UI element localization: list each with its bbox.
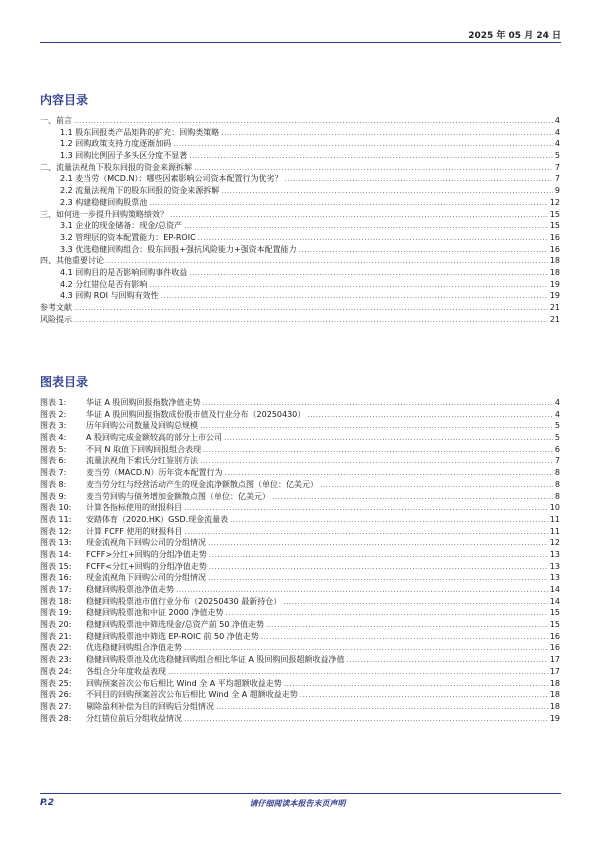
- figure-number: 图表 1:: [40, 398, 67, 407]
- page-ref: 4: [554, 139, 560, 149]
- dot-leader: [208, 538, 548, 550]
- figure-entry[interactable]: [40, 689, 560, 701]
- page-ref: 17: [549, 655, 560, 665]
- page-ref: 6: [554, 444, 560, 454]
- toc-title: 内容目录: [40, 93, 89, 107]
- figure-number: 图表 6:: [40, 456, 67, 466]
- page-ref: 13: [549, 573, 560, 583]
- page-ref: 11: [549, 526, 560, 536]
- figure-label: 麦当劳分红与经营活动产生的现金流净额散点图（单位：亿美元）: [86, 479, 318, 489]
- figure-entry-text: [40, 549, 207, 561]
- toc-entry-label: 2.3 构建稳健回购股票池: [60, 197, 148, 207]
- figure-entry-text: [40, 642, 182, 654]
- toc-entry[interactable]: [40, 185, 560, 197]
- dot-leader: [216, 702, 548, 714]
- figure-label: 稳健回购股票池及优选稳健回购组合相比华证 A 股回购回报超额收益净值: [86, 655, 345, 665]
- figure-entry-text: [40, 689, 298, 701]
- figure-entry[interactable]: [40, 444, 560, 456]
- disclaimer-note: 请仔细阅读本报告末页声明: [249, 799, 346, 808]
- toc-entry[interactable]: [40, 267, 560, 279]
- figure-number: 图表 23:: [40, 655, 72, 665]
- toc-entry-label: 3.1 企业的现金储备：现金/总资产: [60, 221, 182, 231]
- figure-label: 稳健回购股票池市值行业分布（20250430 最新持仓）: [86, 596, 282, 606]
- toc-entry[interactable]: [40, 279, 560, 291]
- figure-entry[interactable]: [40, 642, 560, 654]
- figure-entry-text: [40, 572, 206, 584]
- figure-entry-text: [40, 678, 282, 690]
- figure-entry[interactable]: [40, 666, 560, 678]
- figure-entry-text: [40, 409, 305, 421]
- figure-number: 图表 27:: [40, 701, 72, 711]
- figure-label: 剔除盈利补偿为目的回购后分组情况: [86, 701, 214, 711]
- dot-leader: [149, 198, 548, 210]
- figure-number: 图表 13:: [40, 538, 72, 548]
- toc-entry-label: 风险提示: [40, 314, 72, 324]
- toc-entry[interactable]: [40, 138, 560, 150]
- page-ref: 15: [549, 209, 560, 219]
- figure-number: 图表 9:: [40, 491, 67, 501]
- figure-number: 图表 5:: [40, 444, 67, 454]
- toc-entry[interactable]: [40, 302, 560, 314]
- page-ref: 15: [549, 620, 560, 630]
- header-divider: [40, 42, 561, 43]
- dot-leader: [74, 303, 548, 315]
- dot-leader: [300, 690, 548, 702]
- page-ref: 12: [549, 538, 560, 548]
- page-ref: 12: [549, 197, 560, 207]
- figure-entry-text: [40, 596, 281, 608]
- page-ref: 4: [554, 409, 560, 419]
- figure-entry[interactable]: [40, 572, 560, 584]
- figure-label: 华证 A 股回购回报指数成份股市值及行业分布（20250430）: [86, 409, 306, 419]
- toc-entry[interactable]: [40, 290, 560, 302]
- page-ref: 18: [549, 256, 560, 266]
- dot-leader: [299, 245, 548, 257]
- figure-number: 图表 16:: [40, 573, 72, 583]
- figure-label: 稳健回购股票池净值走势: [86, 585, 174, 594]
- page-number: P.2: [40, 798, 54, 808]
- figure-number: 图表 3:: [40, 421, 67, 431]
- page-ref: 16: [549, 244, 560, 254]
- figure-entry[interactable]: [40, 678, 560, 690]
- page-ref: 5: [554, 421, 560, 431]
- figure-label: 优选稳健回购组合净值走势: [86, 643, 182, 653]
- toc-entry-label: 四、其他重要讨论: [40, 256, 104, 266]
- toc-entry-label: 三、如何进一步提升回购策略绩效？: [40, 209, 168, 219]
- page-ref: 18: [549, 690, 560, 700]
- figure-number: 图表 25:: [40, 678, 72, 688]
- toc-entry[interactable]: [40, 220, 560, 232]
- figure-entry[interactable]: [40, 549, 560, 561]
- toc-entry-label: 二、流量法视角下股东回报的资金来源拆解: [40, 162, 192, 172]
- figure-entry-text: [40, 514, 228, 526]
- figure-entry[interactable]: [40, 701, 560, 713]
- figure-label: 安踏体育（2020.HK）GSD.现金流量表: [86, 514, 229, 524]
- dot-leader: [149, 280, 548, 292]
- figure-label: 华证 A 股回购回报指数净值走势: [86, 398, 201, 407]
- figure-entry-text: [40, 561, 207, 573]
- toc-entry[interactable]: [40, 209, 560, 221]
- toc-entry-label: 1.2 回购政策支持力度逐渐加码: [60, 139, 172, 149]
- figure-label: FCFF>分红+回购的分组净值走势: [86, 549, 207, 559]
- figure-entry[interactable]: [40, 479, 560, 491]
- toc-entry-label: 一、前言: [40, 116, 72, 125]
- dot-leader: [320, 480, 553, 492]
- figure-label: 稳健回购股票池中筛选 EP-ROIC 前 50 净值走势: [86, 631, 259, 641]
- figure-number: 图表 26:: [40, 690, 72, 700]
- figure-label: 麦当劳回购与债务增加金额散点图（单位：亿美元）: [86, 491, 270, 501]
- toc-entry[interactable]: [40, 244, 560, 256]
- dot-leader: [173, 139, 553, 151]
- dot-leader: [184, 503, 548, 515]
- figure-entry-text: [40, 432, 222, 444]
- figure-number: 图表 18:: [40, 596, 72, 606]
- page-ref: 10: [549, 503, 560, 513]
- figure-entry[interactable]: [40, 584, 560, 596]
- figure-entry-text: [40, 713, 182, 725]
- page-ref: 14: [549, 596, 560, 606]
- dot-leader: [272, 492, 553, 504]
- dot-leader: [283, 597, 548, 609]
- figure-entry[interactable]: [40, 432, 560, 444]
- figure-number: 图表 24:: [40, 666, 72, 676]
- figure-entry[interactable]: [40, 561, 560, 573]
- dot-leader: [261, 632, 548, 644]
- page-ref: 7: [554, 456, 560, 466]
- dot-leader: [209, 562, 548, 574]
- figure-number: 图表 11:: [40, 514, 72, 524]
- figure-label: 计算各指标使用的财报科目: [86, 503, 182, 513]
- figures-list: [40, 397, 560, 724]
- page-ref: 13: [549, 549, 560, 559]
- figure-label: 不同目的回购预案首次公布后相比 Wind 全 A 超额收益走势: [86, 690, 298, 700]
- figure-number: 图表 17:: [40, 585, 72, 594]
- page-ref: 18: [549, 267, 560, 277]
- figure-label: 麦当劳（MACD.N）历年资本配置行为: [86, 468, 223, 478]
- figure-entry[interactable]: [40, 491, 560, 503]
- page-ref: 16: [549, 232, 560, 242]
- page-ref: 8: [554, 468, 560, 478]
- page-ref: 16: [549, 631, 560, 641]
- page-ref: 19: [549, 279, 560, 289]
- figure-number: 图表 12:: [40, 526, 72, 536]
- figure-entry[interactable]: [40, 654, 560, 666]
- toc-entry-label: 4.2 分红错位是否有影响: [60, 279, 148, 289]
- toc-entry[interactable]: [40, 255, 560, 267]
- figure-number: 图表 8:: [40, 479, 67, 489]
- figure-number: 图表 14:: [40, 549, 72, 559]
- dot-leader: [184, 527, 547, 539]
- figure-entry-text: [40, 701, 214, 713]
- dot-leader: [225, 608, 547, 620]
- page-ref: 21: [549, 303, 560, 312]
- page-ref: 21: [549, 314, 560, 324]
- dot-leader: [208, 573, 548, 585]
- toc-entry-label: 3.2 管理层的资本配置能力：EP-ROIC: [60, 232, 196, 242]
- page-ref: 17: [549, 666, 560, 676]
- figure-entry-text: [40, 619, 264, 631]
- figure-label: 计算 FCFF 使用的财报科目: [86, 526, 183, 536]
- page-ref: 8: [554, 479, 560, 489]
- dot-leader: [200, 456, 553, 468]
- toc-entry-label: 4.3 回购 ROI 与回购有效性: [60, 291, 159, 301]
- figure-entry-text: [40, 502, 182, 514]
- figure-entry[interactable]: [40, 514, 560, 526]
- dot-leader: [209, 550, 548, 562]
- page-ref: 7: [554, 174, 560, 184]
- page-ref: 4: [554, 127, 560, 137]
- figure-entry[interactable]: [40, 619, 560, 631]
- page-ref: 5: [554, 433, 560, 443]
- dot-leader: [203, 445, 553, 457]
- footer-divider: [40, 793, 561, 794]
- dot-leader: [307, 410, 553, 422]
- figure-entry-text: [40, 397, 201, 409]
- figure-entry[interactable]: [40, 420, 560, 432]
- toc-list: [40, 115, 560, 325]
- figure-label: 流量法视角下索氏分红鉴别方法: [86, 456, 198, 466]
- page-ref: 13: [549, 561, 560, 571]
- figure-entry-text: [40, 666, 166, 678]
- figure-number: 图表 22:: [40, 643, 72, 653]
- page-ref: 7: [554, 162, 560, 172]
- toc-entry[interactable]: [40, 197, 560, 209]
- figure-entry-text: [40, 584, 174, 596]
- figure-label: 现金流视角下回购公司的分组情况: [86, 538, 206, 548]
- figure-entry[interactable]: [40, 596, 560, 608]
- page-ref: 16: [549, 643, 560, 653]
- figure-entry-text: [40, 631, 259, 643]
- toc-entry-label: 2.2 流量法视角下的股东回报的资金来源拆解: [60, 186, 220, 196]
- toc-entry-label: 4.1 回购目的是否影响回购事件收益: [60, 267, 188, 277]
- page-ref: 18: [549, 678, 560, 688]
- page-ref: 8: [554, 491, 560, 501]
- dot-leader: [184, 221, 548, 233]
- page-ref: 4: [554, 398, 560, 407]
- figure-number: 图表 2:: [40, 409, 67, 419]
- page-ref: 11: [549, 514, 560, 524]
- dot-leader: [284, 174, 552, 186]
- dot-leader: [161, 291, 548, 303]
- figure-entry[interactable]: [40, 409, 560, 421]
- page-ref: 19: [549, 713, 560, 723]
- figure-number: 图表 15:: [40, 561, 72, 571]
- figure-entry-text: [40, 455, 198, 467]
- toc-entry[interactable]: [40, 162, 560, 174]
- dot-leader: [266, 620, 548, 632]
- figure-entry[interactable]: [40, 397, 560, 409]
- figure-number: 图表 4:: [40, 433, 67, 443]
- figure-number: 图表 7:: [40, 468, 67, 478]
- dot-leader: [284, 679, 548, 691]
- figure-entry[interactable]: [40, 502, 560, 514]
- figure-label: 各组合分年度收益表现: [86, 666, 166, 676]
- figure-entry[interactable]: [40, 631, 560, 643]
- dot-leader: [221, 186, 553, 198]
- figure-entry[interactable]: [40, 467, 560, 479]
- toc-entry-label: 1.3 回购比例因子多头区分度不显著: [60, 151, 188, 161]
- dot-leader: [74, 315, 548, 327]
- toc-entry[interactable]: [40, 127, 560, 139]
- figure-entry[interactable]: [40, 526, 560, 538]
- figure-entry-text: [40, 444, 201, 456]
- figure-number: 图表 28:: [40, 713, 72, 723]
- page-ref: 14: [549, 585, 560, 594]
- figure-label: 历年回购公司数量及回购总规模: [86, 421, 198, 431]
- report-date: 2025 年 05 月 24 日: [468, 31, 561, 41]
- figure-label: 稳健回购股票池中筛选现金/总资产前 50 净值走势: [86, 620, 264, 630]
- figure-entry-text: [40, 467, 223, 479]
- page-ref: 15: [549, 221, 560, 231]
- dot-leader: [184, 714, 548, 726]
- figure-label: 分红错位前后分组收益情况: [86, 713, 182, 723]
- toc-entry[interactable]: [40, 232, 560, 244]
- toc-entry-label: 1.1 股东回报类产品矩阵的扩充：回购类策略: [60, 127, 220, 137]
- figure-entry[interactable]: [40, 537, 560, 549]
- toc-entry[interactable]: [40, 115, 560, 127]
- figure-entry[interactable]: [40, 713, 560, 725]
- figure-label: 稳健回购股票池和中证 2000 净值走势: [86, 608, 224, 618]
- figure-entry-text: [40, 479, 318, 491]
- dot-leader: [347, 655, 548, 667]
- toc-entry-label: 3.3 优选稳健回购组合：股东回报+强抗风险能力+强资本配置能力: [60, 244, 297, 254]
- dot-leader: [221, 128, 553, 140]
- dot-leader: [189, 151, 553, 163]
- page-ref: 18: [549, 701, 560, 711]
- figure-entry-text: [40, 526, 182, 538]
- figure-number: 图表 10:: [40, 503, 72, 513]
- toc-entry[interactable]: [40, 173, 560, 185]
- figure-number: 图表 20:: [40, 620, 72, 630]
- figure-entry[interactable]: [40, 607, 560, 619]
- figure-label: 回购预案首次公布后相比 Wind 全 A 平均超额收益走势: [86, 678, 282, 688]
- figure-label: A 股回购完成金额较高的部分上市公司: [86, 433, 223, 443]
- figure-entry-text: [40, 491, 270, 503]
- page-ref: 5: [554, 151, 560, 161]
- page-ref: 19: [549, 291, 560, 301]
- dot-leader: [200, 421, 553, 433]
- figure-entry-text: [40, 654, 345, 666]
- dot-leader: [170, 210, 548, 222]
- toc-entry[interactable]: [40, 150, 560, 162]
- figure-number: 图表 21:: [40, 631, 72, 641]
- toc-entry-label: 2.1 麦当劳（MCD.N）：哪些因素影响公司资本配置行为优劣？: [60, 174, 283, 184]
- figure-entry-text: [40, 537, 206, 549]
- figure-label: 不同 N 取值下回购回报组合表现: [86, 444, 202, 454]
- dot-leader: [224, 433, 553, 445]
- figure-number: 图表 19:: [40, 608, 72, 618]
- figure-entry-text: [40, 607, 223, 619]
- page-ref: 9: [554, 186, 560, 196]
- dot-leader: [189, 268, 548, 280]
- page-ref: 15: [549, 608, 560, 618]
- toc-entry-label: 参考文献: [40, 303, 72, 312]
- figure-label: FCFF<分红+回购的分组净值走势: [86, 561, 207, 571]
- toc-entry[interactable]: [40, 314, 560, 326]
- dot-leader: [230, 515, 548, 527]
- figure-label: 现金流视角下回购公司的分组情况: [86, 573, 206, 583]
- figure-entry[interactable]: [40, 455, 560, 467]
- figures-title: 图表目录: [40, 375, 89, 389]
- figure-entry-text: [40, 420, 198, 432]
- page-ref: 4: [554, 116, 560, 125]
